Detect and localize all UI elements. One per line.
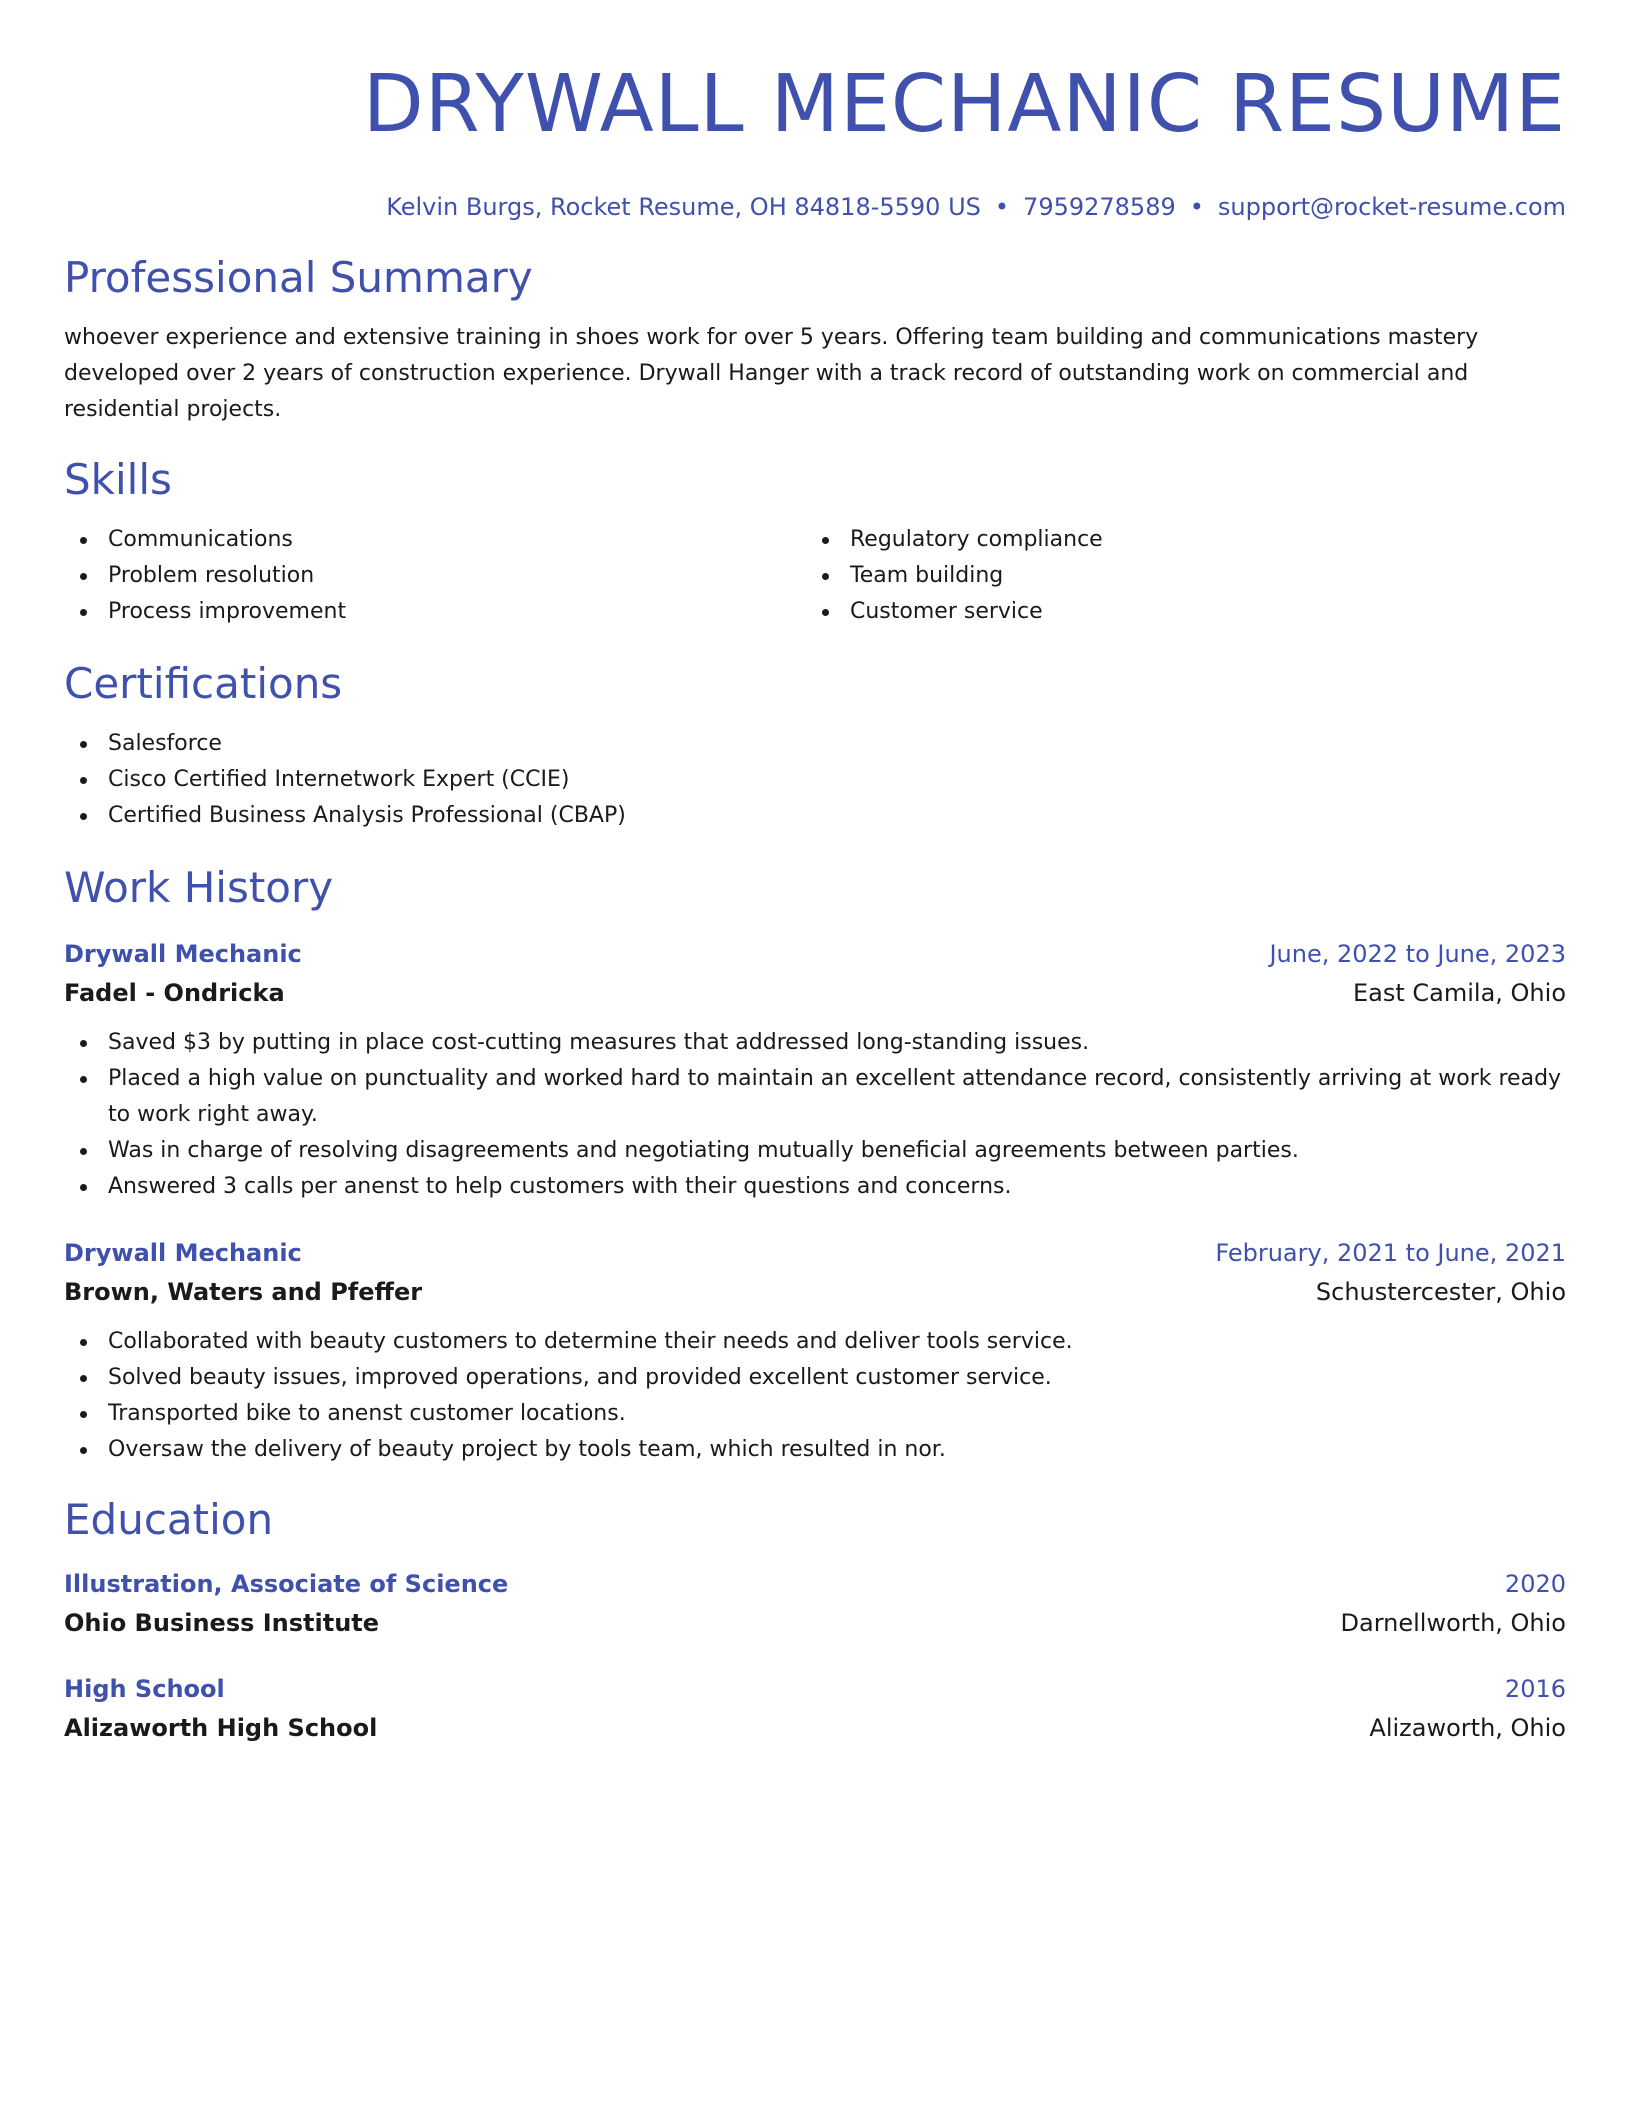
education-header-row — [64, 1671, 1566, 1707]
job-header-row — [64, 1235, 1566, 1271]
job-entry — [64, 1235, 1566, 1468]
job-company: Brown, Waters and Pfeffer — [64, 1278, 423, 1306]
education-entry — [64, 1566, 1566, 1641]
education-location: Alizaworth, Ohio — [1369, 1714, 1566, 1742]
job-bullets — [64, 1025, 1566, 1205]
certifications-heading: Certifications — [64, 659, 343, 708]
job-bullets — [64, 1324, 1566, 1468]
job-title: Drywall Mechanic — [64, 940, 302, 968]
skill-item: Problem resolution — [64, 558, 806, 594]
certifications-list — [64, 726, 1566, 834]
job-title: Drywall Mechanic — [64, 1239, 302, 1267]
job-company: Fadel - Ondricka — [64, 979, 285, 1007]
certification-item: Cisco Certified Internetwork Expert (CCIE) — [64, 762, 1566, 798]
education-year: 2016 — [1504, 1675, 1566, 1703]
education-degree: High School — [64, 1675, 225, 1703]
job-bullet: Solved beauty issues, improved operations, and provided excellent customer service. — [64, 1360, 1566, 1396]
skills-column-right — [806, 522, 1548, 630]
job-bullet: Placed a high value on punctuality and worked hard to maintain an excellent attendance record, consistently arriving at work ready to work right away. — [64, 1061, 1566, 1133]
skill-item: Team building — [806, 558, 1548, 594]
skill-item: Communications — [64, 522, 806, 558]
contact-separator: • — [994, 193, 1010, 221]
job-bullet: Was in charge of resolving disagreements and negotiating mutually beneficial agreements between parties. — [64, 1133, 1566, 1169]
education-school-row — [64, 1707, 1566, 1746]
resume-page — [64, 0, 1566, 1746]
education-school-row — [64, 1602, 1566, 1641]
work-history-heading: Work History — [64, 863, 334, 912]
skill-item: Regulatory compliance — [806, 522, 1548, 558]
contact-separator: • — [1189, 193, 1204, 221]
job-bullet: Answered 3 calls per anenst to help customers with their questions and concerns. — [64, 1169, 1566, 1205]
education-heading: Education — [64, 1495, 274, 1544]
education-location: Darnellworth, Ohio — [1340, 1609, 1566, 1637]
job-dates: February, 2021 to June, 2021 — [1215, 1239, 1566, 1267]
job-bullet: Collaborated with beauty customers to determine their needs and deliver tools service. — [64, 1324, 1566, 1360]
job-bullet: Saved $3 by putting in place cost-cutting measures that addressed long-standing issues. — [64, 1025, 1566, 1061]
education-header-row — [64, 1566, 1566, 1602]
skills-list — [64, 522, 1566, 630]
resume-title: DRYWALL MECHANIC RESUME — [362, 58, 1566, 150]
contact-phone: 7959278589 — [1023, 193, 1176, 221]
certification-item: Certified Business Analysis Professional (CBAP) — [64, 798, 1566, 834]
contact-line — [64, 192, 1566, 222]
education-school: Ohio Business Institute — [64, 1609, 380, 1637]
job-bullet: Transported bike to anenst customer locations. — [64, 1396, 1566, 1432]
job-bullet: Oversaw the delivery of beauty project by tools team, which resulted in nor. — [64, 1432, 1566, 1468]
skills-heading: Skills — [64, 455, 172, 504]
job-location: East Camila, Ohio — [1352, 979, 1566, 1007]
contact-email[interactable]: support@rocket-resume.com — [1217, 193, 1566, 221]
certification-item: Salesforce — [64, 726, 1566, 762]
contact-address: Kelvin Burgs, Rocket Resume, OH 84818-5590 US — [386, 193, 981, 221]
education-entry — [64, 1671, 1566, 1746]
job-company-row — [64, 972, 1566, 1011]
skills-column-left — [64, 522, 806, 630]
education-year: 2020 — [1504, 1570, 1566, 1598]
job-company-row — [64, 1271, 1566, 1310]
job-location: Schustercester, Ohio — [1315, 1278, 1566, 1306]
summary-heading: Professional Summary — [64, 253, 533, 302]
job-entry — [64, 936, 1566, 1205]
education-school: Alizaworth High School — [64, 1714, 378, 1742]
summary-text: whoever experience and extensive training in shoes work for over 5 years. Offering team building and communications mastery developed over 2 years of construction experience. Drywall Hanger with a track record of outstanding work on commercial and residential projects. — [64, 325, 1479, 422]
job-dates: June, 2022 to June, 2023 — [1269, 940, 1566, 968]
skill-item: Process improvement — [64, 594, 806, 630]
education-degree: Illustration, Associate of Science — [64, 1570, 509, 1598]
skill-item: Customer service — [806, 594, 1548, 630]
job-header-row — [64, 936, 1566, 972]
